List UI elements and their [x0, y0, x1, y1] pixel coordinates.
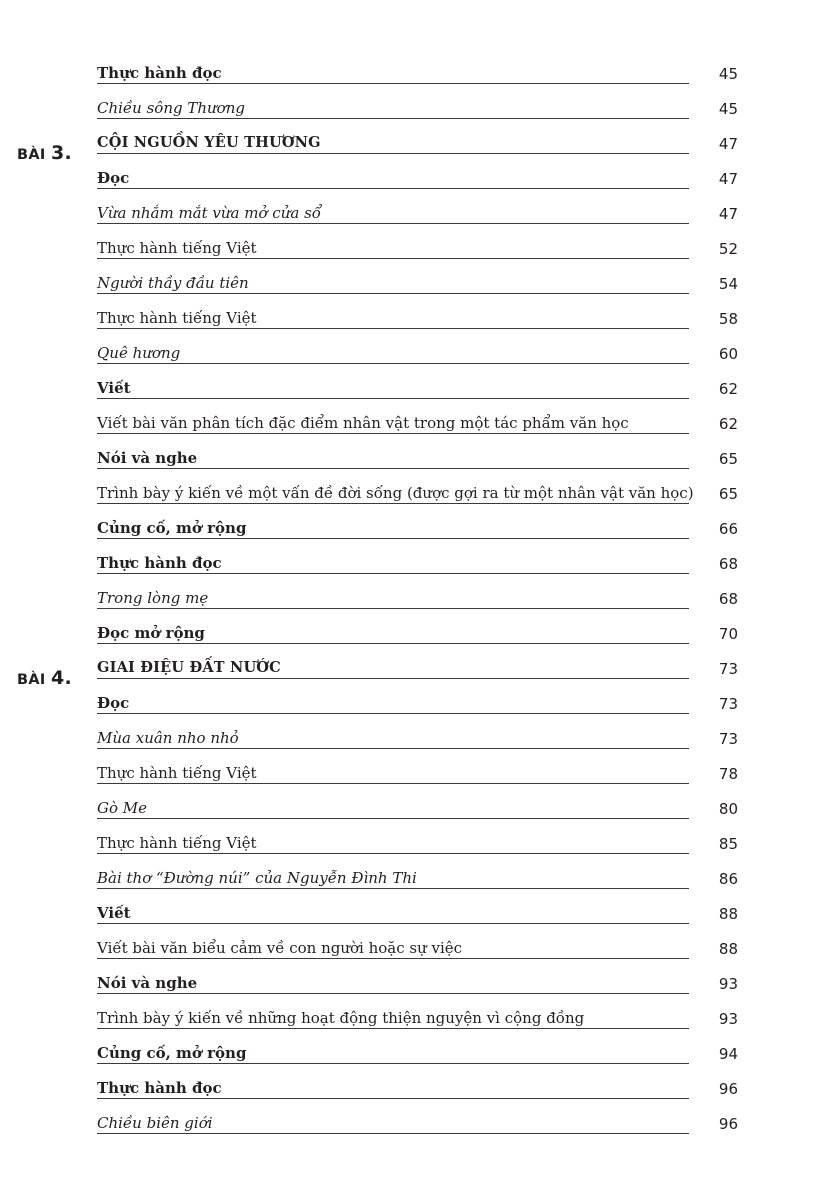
entry-rule [97, 1028, 689, 1029]
entry-rule [97, 783, 689, 784]
entry-rule [97, 118, 689, 119]
page-number: 62 [718, 415, 738, 433]
toc-entry [0, 476, 824, 511]
unit-number: 3. [50, 142, 72, 164]
page-number: 65 [718, 485, 738, 503]
entry-rule [97, 538, 689, 539]
toc-entry [0, 266, 824, 301]
toc-entry [0, 756, 824, 791]
entry-rule [97, 433, 689, 434]
entry-rule [97, 1133, 689, 1134]
entry-rule [97, 678, 689, 679]
entry-title: Thực hành tiếng Việt [97, 239, 257, 257]
toc-entry [0, 931, 824, 966]
page-number: 68 [718, 555, 738, 573]
toc-entry [0, 406, 824, 441]
table-of-contents [0, 56, 824, 1141]
entry-title: Vừa nhắm mắt vừa mở cửa sổ [97, 204, 321, 222]
page-number: 45 [718, 100, 738, 118]
toc-entry [0, 791, 824, 826]
unit-number: 4. [50, 667, 72, 689]
entry-title: Thực hành đọc [97, 554, 222, 572]
page-number: 96 [718, 1115, 738, 1133]
toc-unit-heading [0, 651, 824, 689]
entry-title: Viết [97, 904, 131, 922]
entry-title: Trong lòng mẹ [97, 589, 209, 607]
toc-entry [0, 161, 824, 196]
page-number: 73 [718, 660, 738, 678]
unit-label-word: BÀI [17, 672, 46, 688]
entry-rule [97, 748, 689, 749]
page-number: 47 [718, 135, 738, 153]
entry-rule [97, 258, 689, 259]
toc-entry [0, 511, 824, 546]
entry-title: Thực hành tiếng Việt [97, 834, 257, 852]
page-number: 47 [718, 205, 738, 223]
entry-title: Gò Me [97, 799, 148, 817]
page-number: 73 [718, 695, 738, 713]
entry-title: Viết [97, 379, 131, 397]
entry-title: Viết bài văn biểu cảm về con người hoặc sự việc [97, 939, 463, 957]
entry-title: Thực hành đọc [97, 64, 222, 82]
entry-rule [97, 1098, 689, 1099]
page-number: 47 [718, 170, 738, 188]
page-number: 65 [718, 450, 738, 468]
entry-rule [97, 363, 689, 364]
entry-rule [97, 223, 689, 224]
page-number: 80 [718, 800, 738, 818]
entry-rule [97, 328, 689, 329]
entry-title: Người thầy đầu tiên [97, 274, 249, 292]
page-number: 58 [718, 310, 738, 328]
entry-title: Đọc [97, 169, 130, 187]
toc-entry [0, 56, 824, 91]
entry-rule [97, 1063, 689, 1064]
page-number: 54 [718, 275, 738, 293]
entry-title: GIAI ĐIỆU ĐẤT NƯỚC [97, 659, 281, 676]
entry-title: CỘI NGUỒN YÊU THƯƠNG [97, 134, 321, 151]
toc-entry [0, 371, 824, 406]
entry-title: Thực hành đọc [97, 1079, 222, 1097]
entry-title: Đọc [97, 694, 130, 712]
page-number: 88 [718, 940, 738, 958]
entry-title: Thực hành tiếng Việt [97, 309, 257, 327]
toc-entry [0, 1001, 824, 1036]
entry-rule [97, 958, 689, 959]
entry-rule [97, 818, 689, 819]
entry-title: Đọc mở rộng [97, 624, 205, 642]
page-number: 62 [718, 380, 738, 398]
page-number: 73 [718, 730, 738, 748]
entry-rule [97, 503, 689, 504]
page-number: 86 [718, 870, 738, 888]
toc-entry [0, 861, 824, 896]
toc-entry [0, 826, 824, 861]
toc-entry [0, 301, 824, 336]
toc-entry [0, 1106, 824, 1141]
entry-title: Củng cố, mở rộng [97, 1044, 247, 1062]
toc-entry [0, 721, 824, 756]
page-number: 78 [718, 765, 738, 783]
entry-rule [97, 923, 689, 924]
page-number: 88 [718, 905, 738, 923]
entry-title: Trình bày ý kiến về một vấn đề đời sống (được gợi ra từ một nhân vật văn học) [97, 484, 694, 502]
toc-entry [0, 581, 824, 616]
entry-rule [97, 293, 689, 294]
entry-rule [97, 888, 689, 889]
entry-title: Mùa xuân nho nhỏ [97, 729, 239, 747]
toc-entry [0, 896, 824, 931]
toc-entry [0, 336, 824, 371]
entry-title: Chiều biên giới [97, 1114, 213, 1132]
entry-rule [97, 713, 689, 714]
toc-entry [0, 1036, 824, 1071]
entry-rule [97, 398, 689, 399]
page-number: 96 [718, 1080, 738, 1098]
toc-entry [0, 686, 824, 721]
entry-title: Củng cố, mở rộng [97, 519, 247, 537]
entry-rule [97, 853, 689, 854]
entry-rule [97, 188, 689, 189]
entry-rule [97, 468, 689, 469]
toc-entry [0, 616, 824, 651]
page-number: 45 [718, 65, 738, 83]
page-number: 70 [718, 625, 738, 643]
entry-title: Nói và nghe [97, 974, 198, 992]
entry-title: Chiều sông Thương [97, 99, 245, 117]
entry-rule [97, 643, 689, 644]
toc-entry [0, 441, 824, 476]
page-number: 68 [718, 590, 738, 608]
toc-entry [0, 91, 824, 126]
entry-title: Trình bày ý kiến về những hoạt động thiện nguyện vì cộng đồng [97, 1009, 585, 1027]
page-number: 93 [718, 1010, 738, 1028]
page-number: 85 [718, 835, 738, 853]
page-number: 93 [718, 975, 738, 993]
unit-label-word: BÀI [17, 147, 46, 163]
entry-rule [97, 83, 689, 84]
entry-rule [97, 993, 689, 994]
entry-title: Nói và nghe [97, 449, 198, 467]
entry-title: Bài thơ “Đường núi” của Nguyễn Đình Thi [97, 869, 417, 887]
entry-title: Thực hành tiếng Việt [97, 764, 257, 782]
toc-unit-heading [0, 126, 824, 164]
entry-title: Viết bài văn phân tích đặc điểm nhân vật trong một tác phẩm văn học [97, 414, 629, 432]
toc-entry [0, 1071, 824, 1106]
toc-entry [0, 196, 824, 231]
entry-title: Quê hương [97, 344, 181, 362]
page-number: 60 [718, 345, 738, 363]
toc-entry [0, 546, 824, 581]
entry-rule [97, 573, 689, 574]
page-number: 52 [718, 240, 738, 258]
entry-rule [97, 153, 689, 154]
page-number: 94 [718, 1045, 738, 1063]
toc-entry [0, 966, 824, 1001]
toc-entry [0, 231, 824, 266]
page-number: 66 [718, 520, 738, 538]
entry-rule [97, 608, 689, 609]
